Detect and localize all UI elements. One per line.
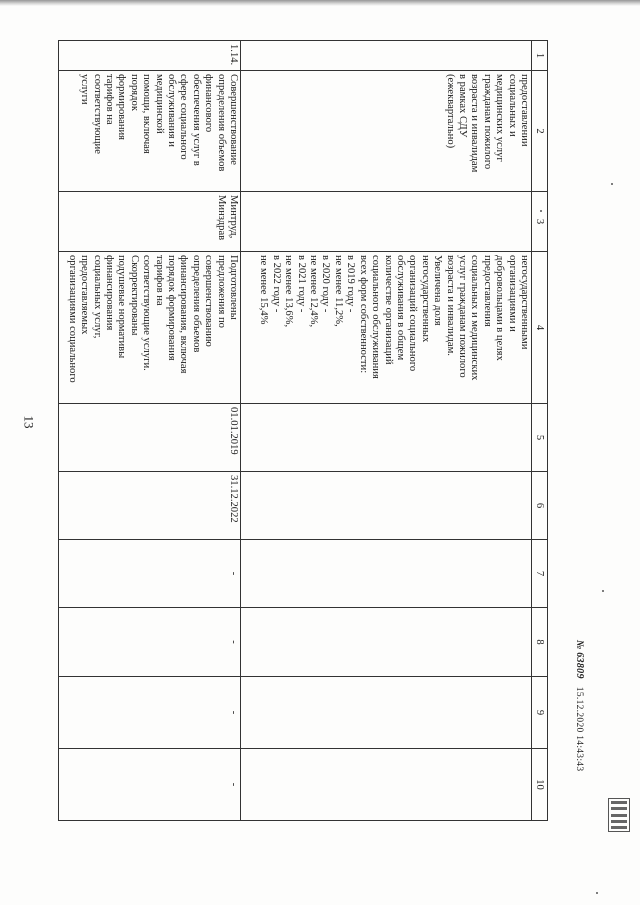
end-date: 31.12.2022 (59, 472, 241, 540)
registration-datetime: 15.12.2020 14:43:43 (574, 686, 584, 772)
event-name: предоставлении социальных и медицинских услуг гражданам пожилого возраста и инвалидам в рамках СДУ (ежеквартально) (241, 71, 532, 192)
row-number: 1.14. (59, 41, 241, 71)
end-date (241, 472, 532, 540)
plan-table (58, 40, 548, 821)
scan-speck (540, 210, 542, 212)
col-header: 9 (532, 677, 548, 749)
page-number: 13 (21, 415, 37, 429)
col-7-value: - (59, 540, 241, 608)
col-header: 8 (532, 608, 548, 677)
table-row (59, 41, 241, 821)
barcode-stamp-icon (608, 798, 630, 832)
responsible (241, 192, 532, 252)
scan-speck (611, 183, 613, 185)
rotated-table-container (58, 40, 548, 820)
table-row (241, 41, 532, 821)
event-name: Совершенствование определения объемов финансового обеспечения услуг в сфере социального обслуживания и медицинской помощи, включая порядок формирования тарифов на соответствующие услуги (59, 71, 241, 192)
row-number (241, 41, 532, 71)
registration-number: № 63809 (574, 640, 585, 679)
col-header: 1 (532, 41, 548, 71)
col-header: 2 (532, 71, 548, 192)
col-header: 3 (532, 192, 548, 252)
expected-result: негосударственными организациями и добровольцами в целях предоставления социальных и медицинских услуг гражданам пожилого возраста и инвалидам. Увеличена доля негосударственных организаций социального обслуживания в общем количестве организаций социального обслуживания всех форм собственности: в 2019 году - не менее 11,2%, в 2020 году - не менее 12,4%, в 2021 году - не менее 13,6%, в 2022 году - не менее 15,4% (241, 252, 532, 404)
col-8-value: - (59, 608, 241, 677)
col-10-value: - (59, 749, 241, 821)
start-date (241, 404, 532, 472)
registration-footer (574, 640, 585, 771)
scan-speck (602, 590, 604, 592)
col-9-value: - (59, 677, 241, 749)
start-date: 01.01.2019 (59, 404, 241, 472)
col-8-value (241, 608, 532, 677)
col-9-value (241, 677, 532, 749)
col-header: 10 (532, 749, 548, 821)
expected-result: Подготовлены предложения по совершенствованию определения объемов финансирования, включая порядок формирования тарифов на соответствующие услуги. Скорректированы подушевые нормативы финансирования социальных услуг, предоставляемых организациями социального (59, 252, 241, 404)
col-7-value (241, 540, 532, 608)
col-header: 7 (532, 540, 548, 608)
scan-speck (596, 892, 598, 894)
col-header: 4 (532, 252, 548, 404)
col-10-value (241, 749, 532, 821)
col-header: 6 (532, 472, 548, 540)
scan-edge (0, 0, 640, 6)
responsible: Минтруд, Минздрав (59, 192, 241, 252)
col-header: 5 (532, 404, 548, 472)
header-row (532, 41, 548, 821)
